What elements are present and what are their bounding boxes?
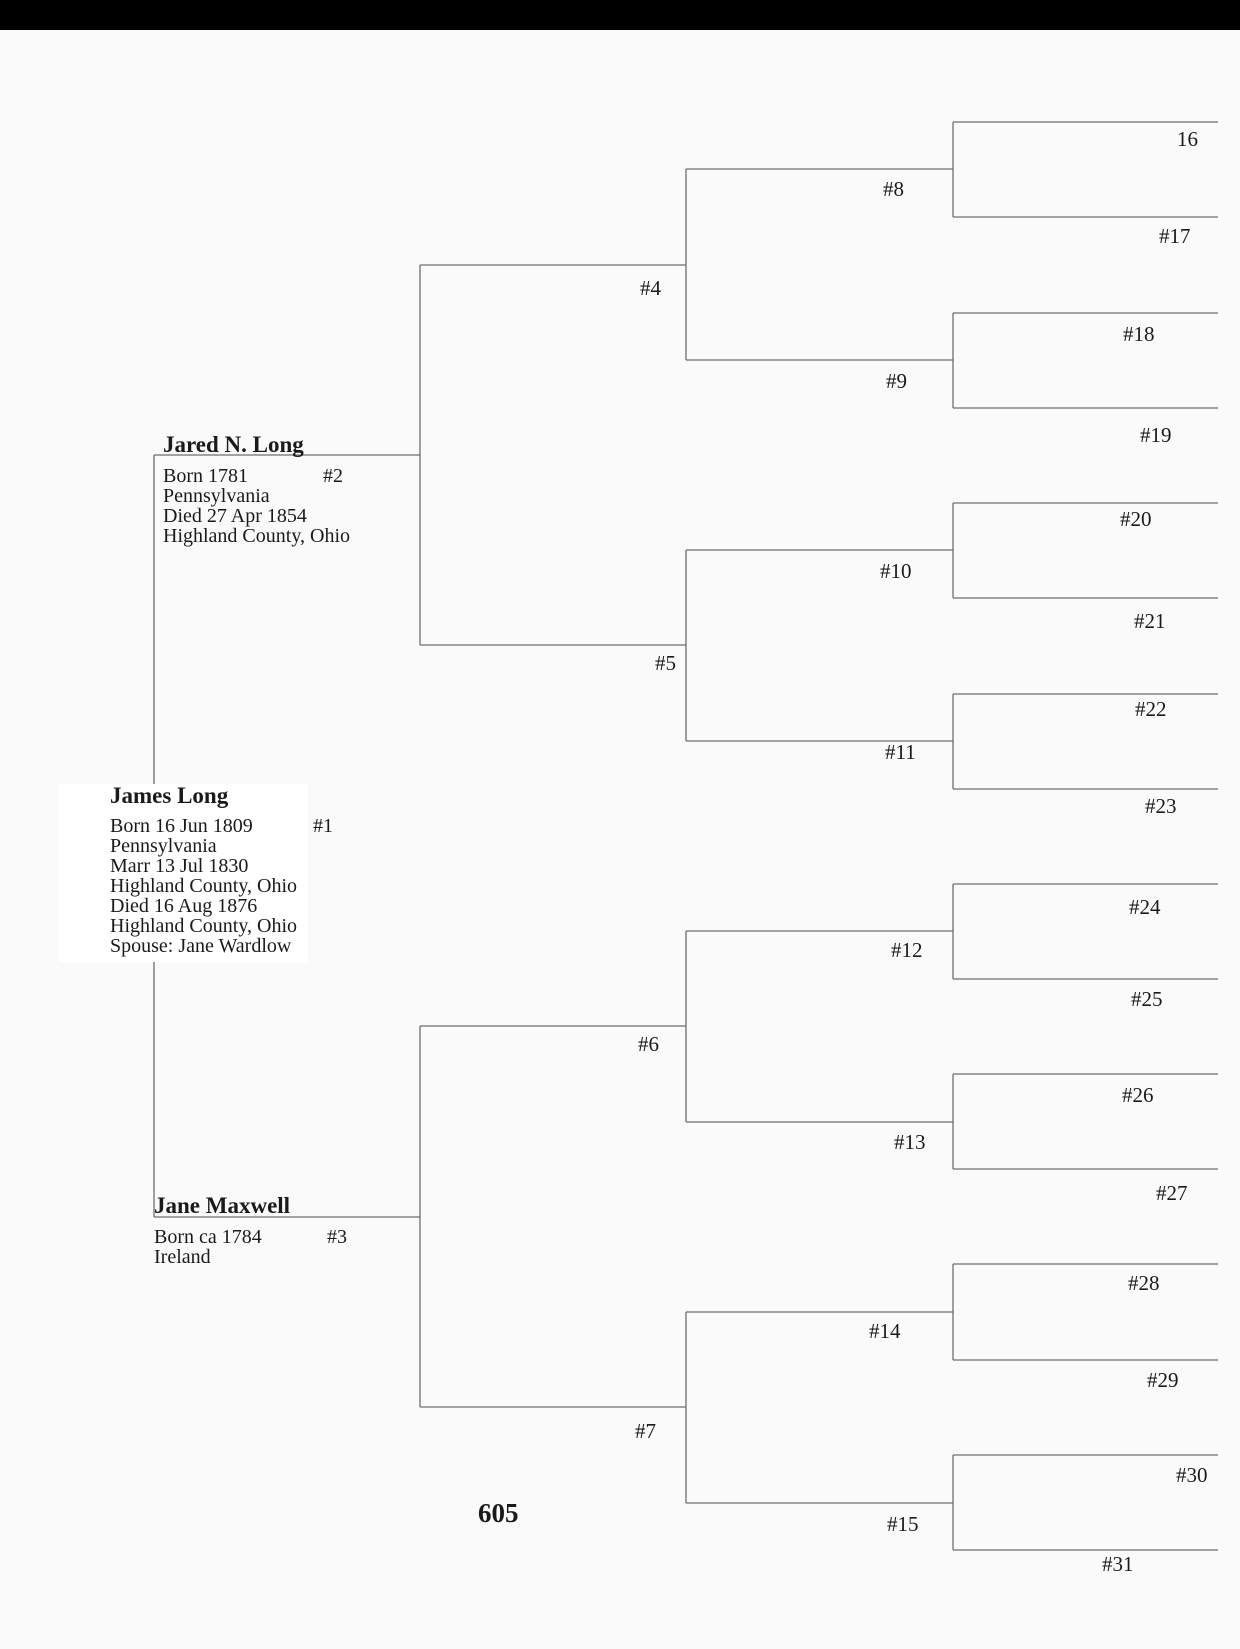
- slot-8-label: #8: [883, 177, 904, 201]
- slot-15-label: #15: [887, 1512, 919, 1536]
- slot-11-label: #11: [885, 740, 916, 764]
- person-1-number: #1: [313, 815, 333, 837]
- slot-23-label: #23: [1145, 794, 1177, 818]
- person-1-details: [110, 816, 297, 956]
- slot-24-label: #24: [1129, 895, 1161, 919]
- person-3-details: [154, 1227, 262, 1267]
- person-3-number: #3: [327, 1226, 347, 1248]
- slot-31-label: #31: [1102, 1552, 1134, 1576]
- slot-7-label: #7: [635, 1419, 656, 1443]
- slot-12-label: #12: [891, 938, 923, 962]
- person-3-detail: Born ca 1784: [154, 1226, 262, 1248]
- page-number: 605: [478, 1498, 519, 1528]
- slot-30-label: #30: [1176, 1463, 1208, 1487]
- person-1-detail: Spouse: Jane Wardlow: [110, 935, 292, 957]
- person-2-detail: Died 27 Apr 1854: [163, 505, 307, 527]
- person-1-detail: Marr 13 Jul 1830: [110, 855, 249, 877]
- slot-22-label: #22: [1135, 697, 1167, 721]
- person-2-name: Jared N. Long: [163, 432, 304, 457]
- person-3-detail: Ireland: [154, 1246, 211, 1268]
- slot-13-label: #13: [894, 1130, 926, 1154]
- person-1-detail: Died 16 Aug 1876: [110, 895, 258, 917]
- slot-27-label: #27: [1156, 1181, 1188, 1205]
- slot-26-label: #26: [1122, 1083, 1154, 1107]
- person-2-detail: Highland County, Ohio: [163, 525, 351, 547]
- slot-25-label: #25: [1131, 987, 1163, 1011]
- slot-14-label: #14: [869, 1319, 901, 1343]
- person-1-detail: Highland County, Ohio: [110, 875, 298, 897]
- slot-20-label: #20: [1120, 507, 1152, 531]
- person-2-detail: Born 1781: [163, 465, 248, 487]
- person-2-details: [163, 466, 350, 546]
- person-1-detail: Highland County, Ohio: [110, 915, 298, 937]
- slot-28-label: #28: [1128, 1271, 1160, 1295]
- person-1-name: James Long: [110, 783, 229, 808]
- slot-29-label: #29: [1147, 1368, 1179, 1392]
- slot-10-label: #10: [880, 559, 912, 583]
- slot-17-label: #17: [1159, 224, 1191, 248]
- slot-16-label: 16: [1177, 127, 1198, 151]
- person-3-name: Jane Maxwell: [154, 1193, 291, 1218]
- person-1-detail: Born 16 Jun 1809: [110, 815, 253, 837]
- slot-4-label: #4: [640, 276, 661, 300]
- person-2-detail: Pennsylvania: [163, 485, 270, 507]
- person-2-number: #2: [323, 465, 343, 487]
- slot-18-label: #18: [1123, 322, 1155, 346]
- slot-21-label: #21: [1134, 609, 1166, 633]
- slot-5-label: #5: [655, 651, 676, 675]
- slot-9-label: #9: [886, 369, 907, 393]
- person-1-detail: Pennsylvania: [110, 835, 217, 857]
- slot-6-label: #6: [638, 1032, 659, 1056]
- slot-19-label: #19: [1140, 423, 1172, 447]
